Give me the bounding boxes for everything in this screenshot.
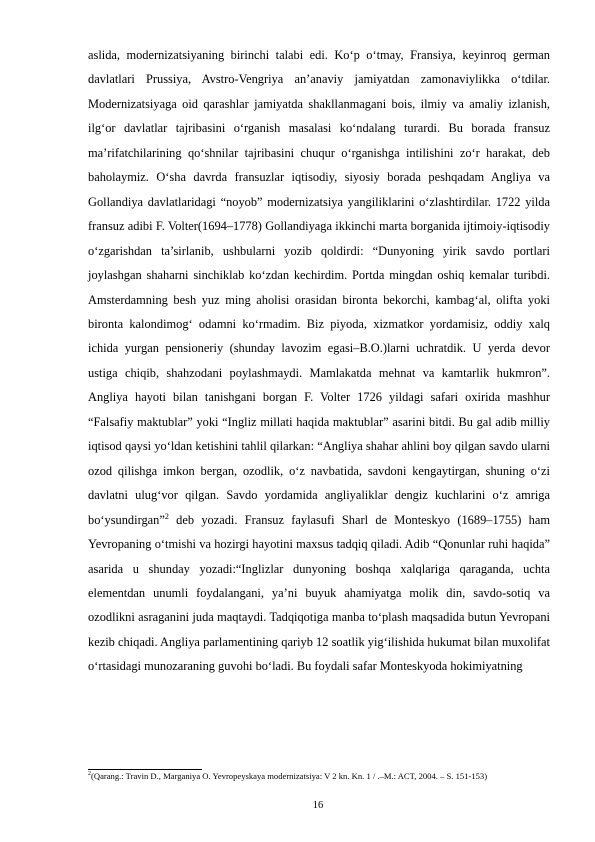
body-text-part-1: aslida, modernizatsiyaning birinchi talabi edi. Ko‘p o‘tmay, Fransiya, keyinroq german davlatlari Prussiya, Avstro-Vengriya an’anaviy jamiyatdan zamonaviylikka o‘tdilar. Modernizatsiyaga oid qarashlar jamiyatda shakllanmagani bois, ilmiy va amaliy izlanish, ilg‘or davlatlar tajribasini o‘rganish masalasi ko‘ndalang turardi. Bu borada fransuz ma’rifatchilarining qo‘shnilar tajribasini chuqur o‘rganishga intilishini zo‘r harakat, deb baholaymiz. O‘sha davrda fransuzlar iqtisodiy, siyosiy borada peshqadam Angliya va Gollandiya davlatlaridagi “noyob” modernizatsiya yangiliklarini o‘zlashtirdilar. 1722 yilda fransuz adibi F. Volter(1694–1778) Gollandiyaga ikkinchi marta borganida ijtimoiy-iqtisodiy o‘zgarishdan ta’sirlanib, ushbularni yozib qoldirdi: “Dunyoning yirik savdo portlari joylashgan shaharni sinchiklab ko‘zdan kechirdim. Portda mingdan oshiq kemalar turibdi. Amsterdamning besh yuz ming aholisi orasidan bironta bekorchi, kambag‘al, olifta yoki bironta kalondimog‘ odamni ko‘rmadim. Biz piyoda, xizmatkor yordamisiz, oddiy xalq ichida yurgan pensioneriy (shunday lavozim egasi–B.O.)larni uchratdik. U yerda devor ustiga chiqib, shahzodani poylashmaydi. Mamlakatda mehnat va kamtarlik hukmron”. Angliya hayoti bilan tanishgani borgan F. Volter 1726 yildagi safari oxirida mashhur “Falsafiy maktublar” yoki “Ingliz millati haqida maktublar” asarini bitdi. Bu gal adib milliy iqtisod qaysi yo‘ldan ketishini tahlil qilarkan: “Angliya shahar ahlini boy qilgan savdo ularni ozod qilishga imkon bergan, ozodlik, o‘z navbatida, savdoni kengaytirgan, shuning o‘zi davlatni ulug‘vor qilgan. Savdo yordamida angliyaliklar dengiz kuchlarini o‘z amriga bo‘ysundirgan”	[88, 48, 550, 527]
footnote	[88, 770, 558, 782]
body-paragraph	[88, 43, 550, 679]
footnote-reference: 2	[164, 511, 169, 521]
footnote-text: (Qarang.: Travin D., Marganiya O. Yevropeyskaya modernizatsiya: V 2 kn. Kn. 1 / .–M.: ACT, 2004. – S. 151-153)	[91, 771, 488, 781]
page-number: 16	[312, 800, 324, 811]
footnote-marker: 2	[88, 771, 91, 778]
body-text-part-2: deb yozadi. Fransuz faylasufi Sharl de Monteskyo (1689–1755) ham Yevropaning o‘tmishi va hozirgi hayotini maxsus tadqiq qiladi. Adib “Qonunlar ruhi haqida” asarida u shunday yozadi:“Inglizlar dunyoning boshqa xalqlariga qaraganda, uchta elementdan unumli foydalangani, ya’ni buyuk ahamiyatga molik din, savdo-sotiq va ozodlikni asraganini juda maqtaydi. Tadqiqotiga manba to‘plash maqsadida butun Yevropani kezib chiqadi. Angliya parlamentining qariyb 12 soatlik yig‘ilishida hukumat bilan muxolifat o‘rtasidagi munozaraning guvohi bo‘ladi. Bu foydali safar Monteskyoda hokimiyatning	[88, 512, 550, 674]
